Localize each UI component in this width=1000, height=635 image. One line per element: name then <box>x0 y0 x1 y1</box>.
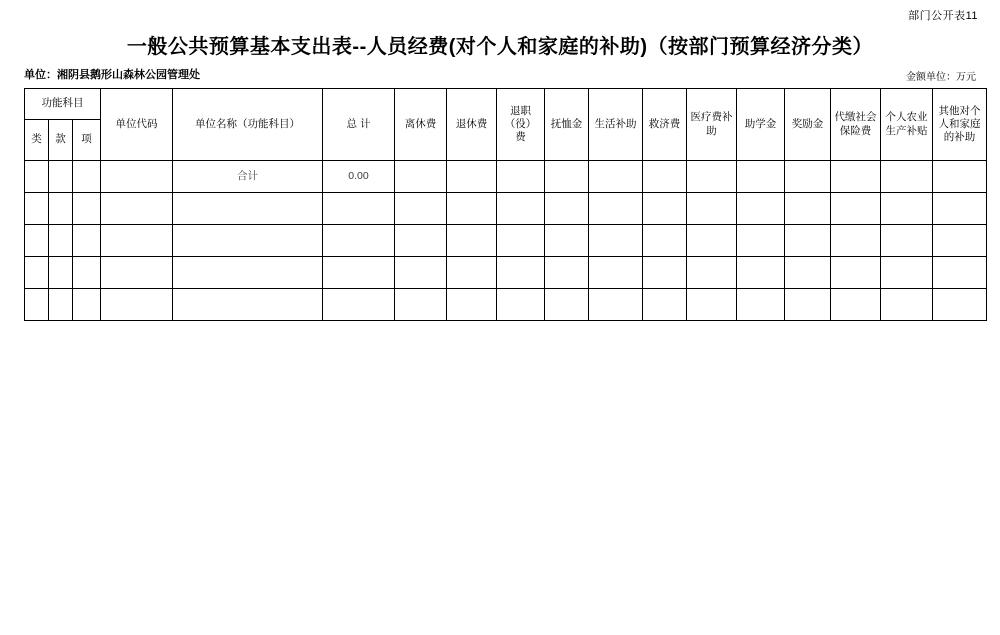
cell-kuan <box>49 225 73 257</box>
cell-value <box>643 257 687 289</box>
budget-table <box>24 88 987 321</box>
cell-value <box>737 193 785 225</box>
cell-value <box>497 193 545 225</box>
cell-value <box>933 257 987 289</box>
cell-total: 0.00 <box>323 161 395 193</box>
cell-value <box>881 289 933 321</box>
table-row <box>25 161 987 193</box>
cell-value <box>831 289 881 321</box>
cell-value <box>687 193 737 225</box>
table-row <box>25 193 987 225</box>
unit-name: 湘阴县鹅形山森林公园管理处 <box>57 69 200 81</box>
cell-value <box>589 193 643 225</box>
cell-lei <box>25 225 49 257</box>
cell-value <box>447 193 497 225</box>
table-head <box>25 89 987 161</box>
cell-unit-code <box>101 161 173 193</box>
table-row <box>25 289 987 321</box>
cell-value <box>589 289 643 321</box>
table-row <box>25 257 987 289</box>
table-row <box>25 225 987 257</box>
cell-value <box>687 257 737 289</box>
cell-total <box>323 225 395 257</box>
cell-xiang <box>73 161 101 193</box>
cell-value <box>881 257 933 289</box>
cell-value <box>447 257 497 289</box>
cell-value <box>785 289 831 321</box>
cell-value <box>737 289 785 321</box>
cell-value <box>687 161 737 193</box>
cell-value <box>447 289 497 321</box>
header-col-bonus: 奖励金 <box>785 89 831 161</box>
cell-unit-name: 合计 <box>173 161 323 193</box>
cell-value <box>545 161 589 193</box>
cell-lei <box>25 257 49 289</box>
cell-value <box>687 225 737 257</box>
cell-unit-code <box>101 225 173 257</box>
cell-value <box>545 289 589 321</box>
cell-value <box>785 161 831 193</box>
cell-value <box>395 225 447 257</box>
unit-line <box>24 66 200 82</box>
header-function-subject: 功能科目 <box>25 89 101 120</box>
cell-total <box>323 257 395 289</box>
cell-kuan <box>49 193 73 225</box>
cell-kuan <box>49 289 73 321</box>
cell-xiang <box>73 289 101 321</box>
header-col-scholarship: 助学金 <box>737 89 785 161</box>
cell-value <box>589 225 643 257</box>
header-row-1 <box>25 89 987 120</box>
header-col-pension: 抚恤金 <box>545 89 589 161</box>
cell-value <box>785 193 831 225</box>
cell-value <box>643 161 687 193</box>
cell-value <box>643 289 687 321</box>
cell-value <box>545 225 589 257</box>
header-col-other-subsidy: 其他对个人和家庭的补助 <box>933 89 987 161</box>
cell-value <box>643 193 687 225</box>
cell-value <box>447 161 497 193</box>
cell-value <box>687 289 737 321</box>
cell-kuan <box>49 257 73 289</box>
cell-value <box>785 257 831 289</box>
cell-value <box>737 161 785 193</box>
header-col-retire-early: 离休费 <box>395 89 447 161</box>
cell-xiang <box>73 225 101 257</box>
table-body <box>25 161 987 321</box>
header-xiang: 项 <box>73 120 101 161</box>
unit-label: 单位： <box>24 69 57 81</box>
cell-value <box>545 257 589 289</box>
cell-value <box>497 289 545 321</box>
header-col-medical-subsidy: 医疗费补助 <box>687 89 737 161</box>
cell-value <box>881 193 933 225</box>
cell-value <box>831 193 881 225</box>
cell-value <box>589 257 643 289</box>
cell-value <box>933 225 987 257</box>
cell-value <box>831 161 881 193</box>
cell-value <box>643 225 687 257</box>
header-col-relief: 救济费 <box>643 89 687 161</box>
cell-value <box>497 257 545 289</box>
cell-value <box>395 257 447 289</box>
cell-lei <box>25 161 49 193</box>
cell-value <box>737 257 785 289</box>
cell-value <box>881 161 933 193</box>
cell-xiang <box>73 193 101 225</box>
document-form-number: 部门公开表11 <box>908 10 978 22</box>
cell-lei <box>25 193 49 225</box>
header-col-retire: 退休费 <box>447 89 497 161</box>
cell-value <box>933 289 987 321</box>
cell-value <box>881 225 933 257</box>
header-unit-name: 单位名称（功能科目） <box>173 89 323 161</box>
cell-lei <box>25 289 49 321</box>
cell-value <box>737 225 785 257</box>
cell-value <box>545 193 589 225</box>
header-col-living-allowance: 生活补助 <box>589 89 643 161</box>
cell-value <box>933 193 987 225</box>
header-col-farm-subsidy: 个人农业生产补贴 <box>881 89 933 161</box>
header-lei: 类 <box>25 120 49 161</box>
cell-total <box>323 193 395 225</box>
cell-value <box>831 257 881 289</box>
page-title: 一般公共预算基本支出表--人员经费(对个人和家庭的补助)（按部门预算经济分类） <box>126 36 874 58</box>
cell-kuan <box>49 161 73 193</box>
header-col-social-insurance: 代缴社会保险费 <box>831 89 881 161</box>
cell-value <box>933 161 987 193</box>
cell-unit-name <box>173 193 323 225</box>
cell-value <box>447 225 497 257</box>
cell-value <box>831 225 881 257</box>
cell-unit-name <box>173 289 323 321</box>
cell-unit-name <box>173 225 323 257</box>
cell-total <box>323 289 395 321</box>
meta-row <box>24 66 976 82</box>
cell-value <box>785 225 831 257</box>
cell-value <box>589 161 643 193</box>
header-unit-code: 单位代码 <box>101 89 173 161</box>
cell-unit-code <box>101 289 173 321</box>
header-col-total: 总 计 <box>323 89 395 161</box>
cell-unit-code <box>101 257 173 289</box>
cell-value <box>497 225 545 257</box>
cell-value <box>395 193 447 225</box>
cell-xiang <box>73 257 101 289</box>
amount-unit-label: 金额单位：万元 <box>906 72 976 83</box>
cell-value <box>395 161 447 193</box>
header-col-resign: 退职（役）费 <box>497 89 545 161</box>
cell-unit-code <box>101 193 173 225</box>
header-kuan: 款 <box>49 120 73 161</box>
cell-value <box>395 289 447 321</box>
cell-value <box>497 161 545 193</box>
cell-unit-name <box>173 257 323 289</box>
